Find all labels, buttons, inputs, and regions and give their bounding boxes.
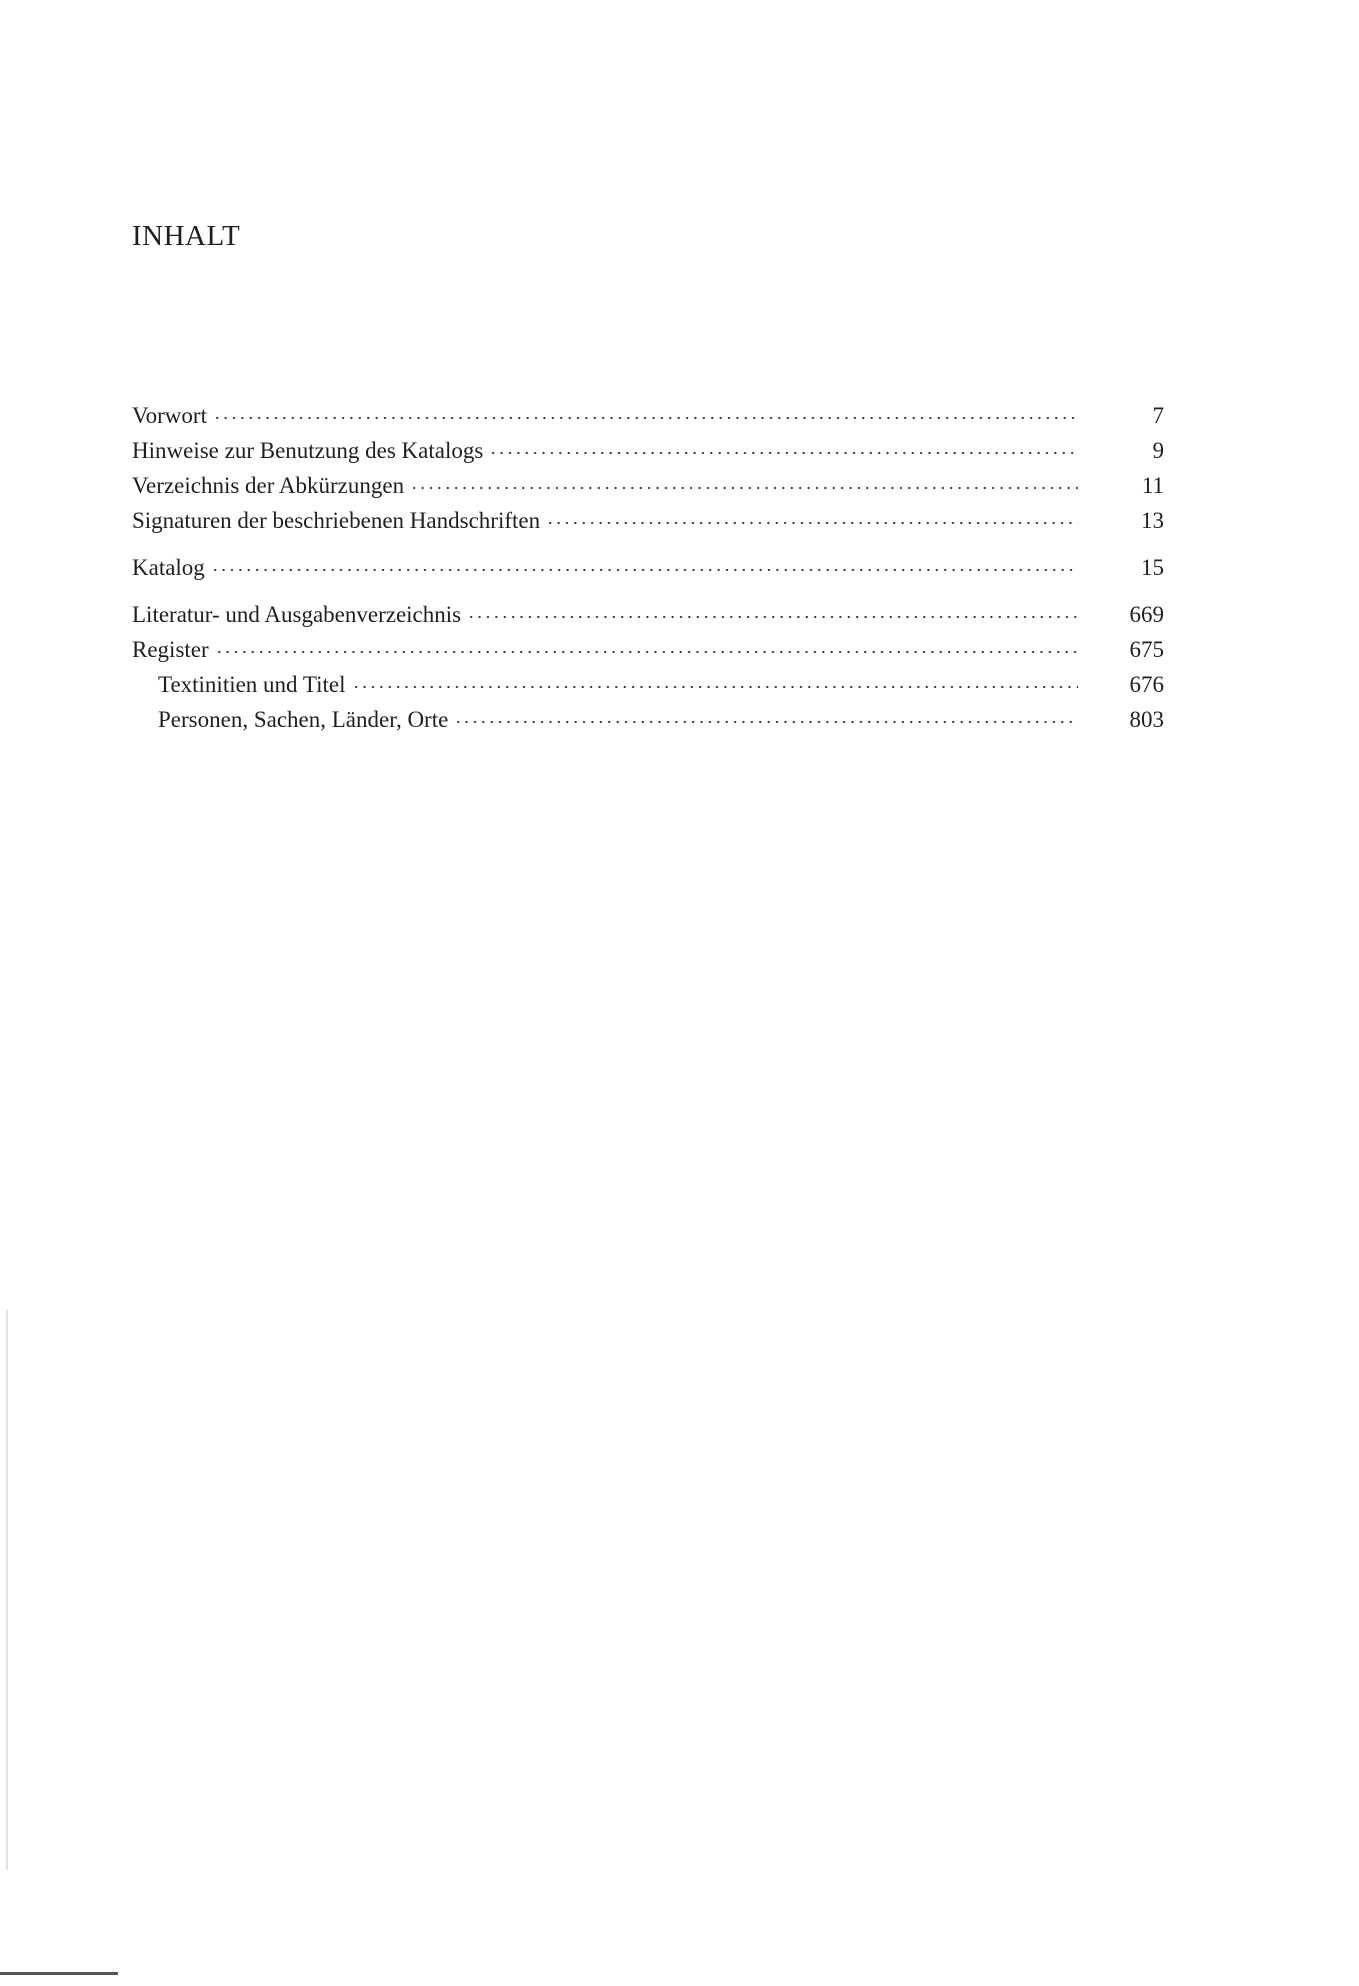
dot-leader bbox=[213, 416, 1078, 420]
toc-entry-hinweise bbox=[132, 433, 1164, 468]
dot-leader bbox=[211, 568, 1078, 572]
dot-leader bbox=[454, 720, 1078, 724]
toc-entry-label: Verzeichnis der Abkürzungen bbox=[132, 473, 405, 498]
dot-leader bbox=[489, 451, 1078, 455]
dot-leader bbox=[410, 486, 1078, 490]
dot-leader bbox=[352, 685, 1078, 689]
toc-entry-label: Katalog bbox=[132, 555, 205, 580]
dot-leader bbox=[215, 650, 1078, 654]
page-title: INHALT bbox=[132, 220, 241, 252]
toc-entry-page: 9 bbox=[1152, 438, 1164, 463]
toc-entry-abkuerzungen bbox=[132, 468, 1164, 503]
toc-entry-label: Textinitien und Titel bbox=[158, 672, 346, 697]
toc-entry-page: 803 bbox=[1129, 707, 1164, 732]
toc-entry-label: Hinweise zur Benutzung des Katalogs bbox=[132, 438, 484, 463]
toc-entry-page: 669 bbox=[1129, 602, 1164, 627]
toc-entry-label: Literatur- und Ausgabenverzeichnis bbox=[132, 602, 462, 627]
toc-entry-katalog bbox=[132, 550, 1164, 585]
toc-subentry-textinitien bbox=[132, 667, 1164, 702]
toc-subentry-personen bbox=[132, 702, 1164, 737]
toc-entry-literatur bbox=[132, 597, 1164, 632]
toc-entry-signaturen bbox=[132, 503, 1164, 538]
dot-leader bbox=[546, 521, 1078, 525]
dot-leader bbox=[467, 615, 1078, 619]
toc-entry-label: Personen, Sachen, Länder, Orte bbox=[158, 707, 449, 732]
toc-entry-label: Register bbox=[132, 637, 209, 662]
toc-entry-page: 11 bbox=[1141, 473, 1164, 498]
scan-edge-mark bbox=[0, 1972, 118, 1975]
table-of-contents bbox=[132, 398, 1164, 737]
toc-entry-vorwort bbox=[132, 398, 1164, 433]
toc-entry-register bbox=[132, 632, 1164, 667]
toc-entry-page: 675 bbox=[1129, 637, 1164, 662]
toc-entry-label: Vorwort bbox=[132, 403, 207, 428]
toc-entry-page: 13 bbox=[1141, 508, 1164, 533]
toc-entry-label: Signaturen der beschriebenen Handschriften bbox=[132, 508, 541, 533]
toc-entry-page: 7 bbox=[1152, 403, 1164, 428]
toc-entry-page: 15 bbox=[1141, 555, 1164, 580]
toc-entry-page: 676 bbox=[1129, 672, 1164, 697]
scan-edge-mark bbox=[6, 1310, 8, 1870]
